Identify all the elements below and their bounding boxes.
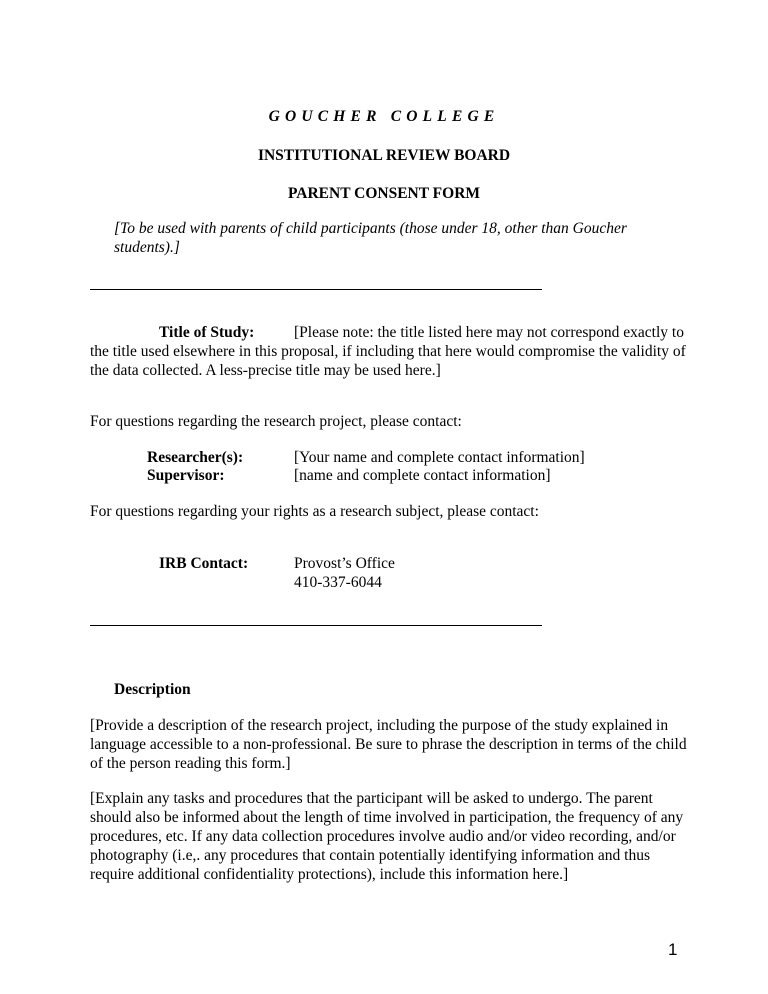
research-contact-intro: For questions regarding the research project, please contact:	[90, 413, 462, 430]
college-name: GOUCHER COLLEGE	[268, 108, 500, 125]
supervisor-value: [name and complete contact information]	[294, 467, 551, 484]
researcher-value: [Your name and complete contact information]	[294, 449, 585, 466]
divider-bottom	[90, 625, 542, 626]
paragraph-line: should also be informed about the length of time involved in participation, the frequency of any	[90, 809, 684, 826]
paragraph-line: procedures, etc. If any data collection procedures involve audio and/or video recording, and/or	[90, 828, 676, 845]
irb-contact-label: IRB Contact:	[159, 555, 249, 572]
paragraph-line: require additional confidentiality protections), include this information here.]	[90, 866, 569, 883]
paragraph-line: [Explain any tasks and procedures that the participant will be asked to undergo. The parent	[90, 790, 653, 807]
title-of-study-label: Title of Study:	[159, 324, 255, 341]
board-name: INSTITUTIONAL REVIEW BOARD	[257, 147, 511, 164]
title-of-study-note-line1: [Please note: the title listed here may not correspond exactly to	[294, 324, 684, 341]
title-of-study-note-line3: the data collected. A less-precise title may be used here.]	[90, 362, 441, 379]
form-title: PARENT CONSENT FORM	[287, 185, 481, 202]
page-number: 1	[668, 940, 678, 959]
intro-note-line1: [To be used with parents of child participants (those under 18, other than Goucher	[114, 220, 627, 237]
description-heading: Description	[114, 681, 191, 698]
researcher-label: Researcher(s):	[147, 449, 244, 466]
supervisor-label: Supervisor:	[147, 467, 225, 484]
paragraph-line: language accessible to a non-professional. Be sure to phrase the description in terms of the child	[90, 736, 687, 753]
irb-phone: 410-337-6044	[294, 574, 382, 591]
title-of-study-note-line2: the title used elsewhere in this proposal, if including that here would compromise the validity of	[90, 343, 686, 360]
irb-office: Provost’s Office	[294, 555, 395, 572]
intro-note-line2: students).]	[114, 239, 180, 256]
paragraph-line: photography (i.e,. any procedures that contain potentially identifying information and thus	[90, 847, 651, 864]
rights-contact-intro: For questions regarding your rights as a research subject, please contact:	[90, 503, 539, 520]
paragraph-line: [Provide a description of the research project, including the purpose of the study explained in	[90, 717, 669, 734]
paragraph-line: of the person reading this form.]	[90, 755, 291, 772]
divider-top	[90, 289, 542, 290]
